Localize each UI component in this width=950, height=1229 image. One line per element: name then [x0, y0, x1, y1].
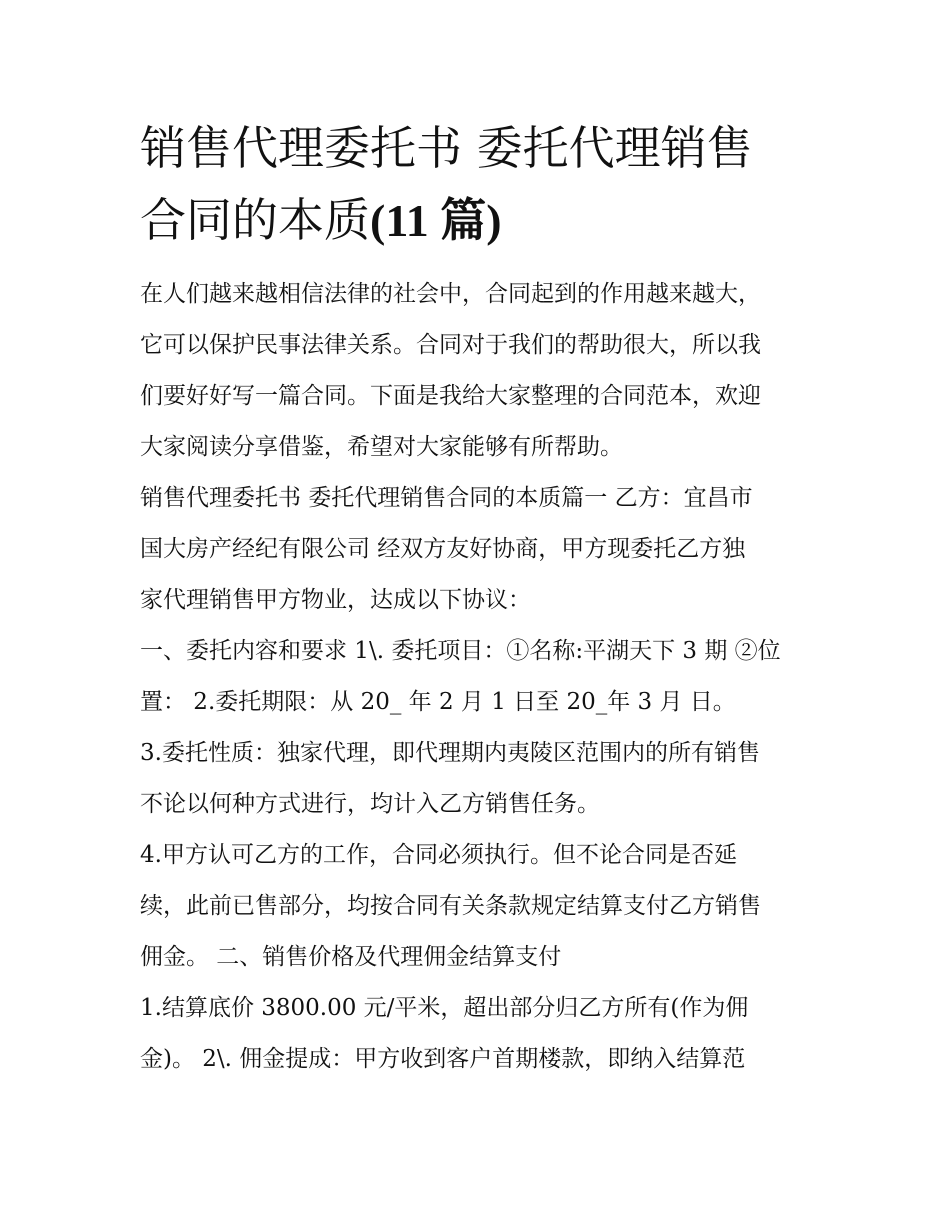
paragraph-line: 国大房产经纪有限公司 经双方友好协商，甲方现委托乙方独	[140, 536, 746, 562]
paragraph-line: 大家阅读分享借鉴，希望对大家能够有所帮助。	[140, 434, 623, 460]
paragraph-line: 家代理销售甲方物业，达成以下协议：	[140, 587, 531, 613]
paragraph-intro	[140, 269, 820, 473]
title-line-2	[140, 184, 820, 257]
paragraph-line: 不论以何种方式进行，均计入乙方销售任务。	[140, 791, 600, 817]
paragraph-line: 4.甲方认可乙方的工作，合同必须执行。但不论合同是否延	[140, 842, 737, 868]
paragraph-parties	[140, 473, 820, 626]
paragraph-line: 3.委托性质：独家代理，即代理期内夷陵区范围内的所有销售	[140, 740, 760, 766]
document-title	[140, 112, 820, 257]
paragraph-line: 置： 2.委托期限：从 20_ 年 2 月 1 日至 20_年 3 月 日。	[140, 689, 736, 715]
paragraph-line: 们要好好写一篇合同。下面是我给大家整理的合同范本，欢迎	[140, 383, 761, 409]
title-suffix: (11 篇)	[370, 195, 502, 246]
document-body	[140, 269, 820, 1085]
paragraph-section-1	[140, 626, 820, 728]
paragraph-clause-4	[140, 830, 820, 983]
title-line-1: 销售代理委托书 委托代理销售	[140, 121, 753, 175]
document-page	[140, 112, 820, 1085]
paragraph-line: 续，此前已售部分，均按合同有关条款规定结算支付乙方销售	[140, 893, 761, 919]
paragraph-line: 金)。 2\. 佣金提成：甲方收到客户首期楼款，即纳入结算范	[140, 1046, 746, 1072]
paragraph-line: 在人们越来越相信法律的社会中，合同起到的作用越来越大，	[140, 281, 761, 307]
paragraph-section-2	[140, 983, 820, 1085]
paragraph-line: 佣金。 二、销售价格及代理佣金结算支付	[140, 944, 562, 970]
paragraph-line: 一、委托内容和要求 1\. 委托项目：①名称:平湖天下 3 期 ②位	[140, 638, 781, 664]
title-line-2-text: 合同的本质	[140, 193, 370, 247]
paragraph-line: 销售代理委托书 委托代理销售合同的本质篇一 乙方：宜昌市	[140, 485, 753, 511]
paragraph-clause-3	[140, 728, 820, 830]
paragraph-line: 1.结算底价 3800.00 元/平米，超出部分归乙方所有(作为佣	[140, 995, 749, 1021]
paragraph-line: 它可以保护民事法律关系。合同对于我们的帮助很大，所以我	[140, 332, 761, 358]
